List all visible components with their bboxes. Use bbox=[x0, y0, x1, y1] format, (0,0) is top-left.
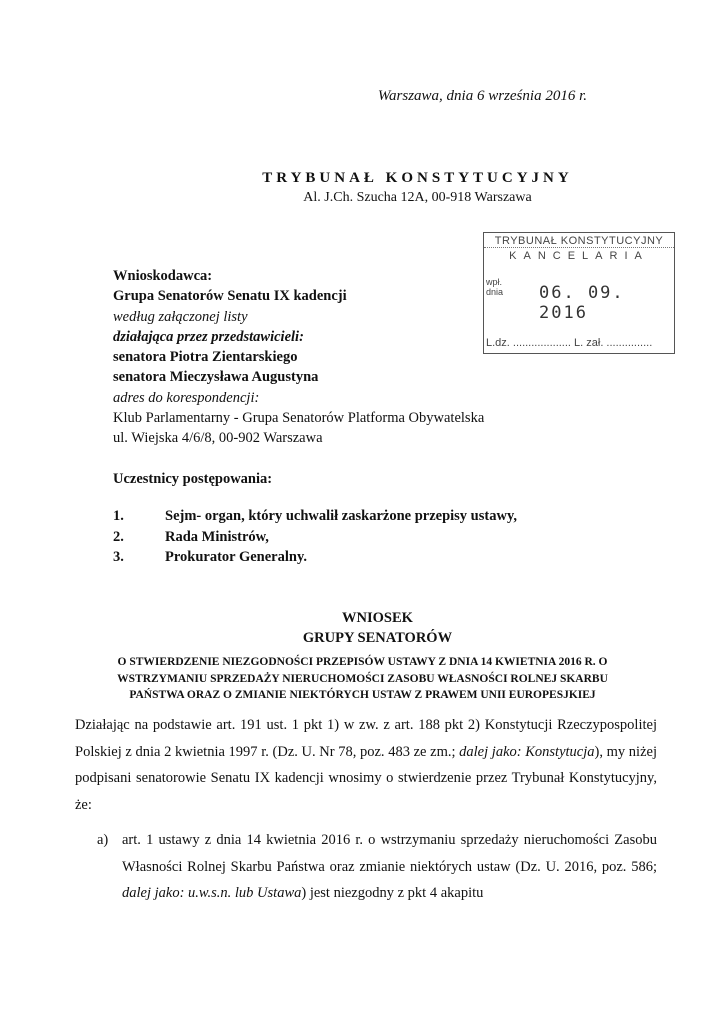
stamp-office-name: KANCELARIA bbox=[509, 250, 649, 262]
stamp-court-name: TRYBUNAŁ KONSTYTUCYJNY bbox=[484, 235, 674, 248]
motion-subject-line-1: O STWIERDZENIE NIEZGODNOŚCI PRZEPISÓW USTAWY Z DNIA 14 KWIETNIA 2016 R. O bbox=[117, 656, 608, 668]
point-a-text-end: ) jest niezgodny z pkt 4 akapitu bbox=[301, 885, 484, 901]
correspondence-club: Klub Parlamentarny - Grupa Senatorów Platforma Obywatelska bbox=[113, 410, 485, 427]
body-text-start: Działając na podstawie art. 191 ust. 1 pkt 1) w zw. z art. 188 pkt 2) Konstytucji Rzeczypospolitej Polskiej z dnia 2 kwietnia 1997 r. (Dz. U. Nr 78, poz. 483 ze zm.; bbox=[75, 717, 657, 760]
point-a-text-italic: dalej jako: u.w.s.n. lub Ustawa bbox=[122, 885, 302, 901]
applicant-group: Grupa Senatorów Senatu IX kadencji bbox=[113, 288, 347, 305]
motion-title bbox=[0, 608, 725, 648]
point-a-text bbox=[122, 827, 657, 907]
participant-number: 1. bbox=[113, 508, 124, 524]
body-text-italic: dalej jako: Konstytucja bbox=[459, 743, 595, 760]
applicant-via-reps: działająca przez przedstawicieli: bbox=[113, 328, 304, 345]
body-text-end: ), my niżej podpisani senatorowie Senatu IX kadencji wnosimy o stwierdzenie przez Trybunał Konstytucyjny, że: bbox=[75, 743, 657, 813]
point-a-label: a) bbox=[97, 832, 109, 848]
applicant-block bbox=[113, 266, 484, 449]
applicant-rep-1: senatora Piotra Zientarskiego bbox=[113, 349, 298, 366]
participant-number: 2. bbox=[113, 528, 124, 545]
document-date: Warszawa, dnia 6 września 2016 r. bbox=[377, 88, 587, 104]
applicant-label: Wnioskodawca: bbox=[113, 268, 213, 284]
stamp-ldz-line: L.dz. ................... L. zał. ............... bbox=[486, 337, 653, 349]
court-address: Al. J.Ch. Szucha 12A, 00-918 Warszawa bbox=[303, 190, 532, 205]
court-name: TRYBUNAŁ KONSTYTUCYJNY bbox=[262, 170, 573, 186]
motion-subject-line-2: WSTRZYMANIU SPRZEDAŻY NIERUCHOMOŚCI ZASOBU WŁASNOŚCI ROLNEJ SKARBU bbox=[117, 672, 608, 685]
participant-text: Rada Ministrów, bbox=[165, 528, 269, 545]
motion-subject-line-3: PAŃSTWA ORAZ O ZMIANIE NIEKTÓRYCH USTAW Z PRAWEM UNII EUROPESJKIEJ bbox=[129, 689, 596, 701]
correspondence-street: ul. Wiejska 4/6/8, 00-902 Warszawa bbox=[113, 430, 323, 447]
participant-number: 3. bbox=[113, 549, 124, 565]
participants-title: Uczestnicy postępowania: bbox=[113, 471, 273, 487]
stamp-label-wpl: wpł. bbox=[486, 277, 503, 287]
body-paragraph bbox=[75, 712, 657, 818]
point-a-text-start: art. 1 ustawy z dnia 14 kwietnia 2016 r. o wstrzymaniu sprzedaży nieruchomości Zasobu Własności Rolnej Skarbu Państwa oraz zmianie niektórych ustaw (Dz. U. 2016, poz. 586; bbox=[122, 832, 657, 875]
stamp-received-date: 06. 09. 2016 bbox=[539, 283, 625, 323]
correspondence-label: adres do korespondencji: bbox=[113, 389, 260, 406]
applicant-per-list: według załączonej listy bbox=[113, 308, 248, 325]
registry-stamp bbox=[483, 232, 675, 354]
applicant-rep-2: senatora Mieczysława Augustyna bbox=[113, 369, 319, 386]
participant-text: Sejm- organ, który uchwalił zaskarżone przepisy ustawy, bbox=[165, 508, 518, 524]
motion-title-line-2: GRUPY SENATORÓW bbox=[302, 630, 453, 646]
participant-text: Prokurator Generalny. bbox=[165, 549, 308, 565]
motion-title-line-1: WNIOSEK bbox=[342, 610, 413, 626]
stamp-label-dnia: dnia bbox=[486, 287, 504, 297]
motion-subject bbox=[0, 654, 725, 704]
